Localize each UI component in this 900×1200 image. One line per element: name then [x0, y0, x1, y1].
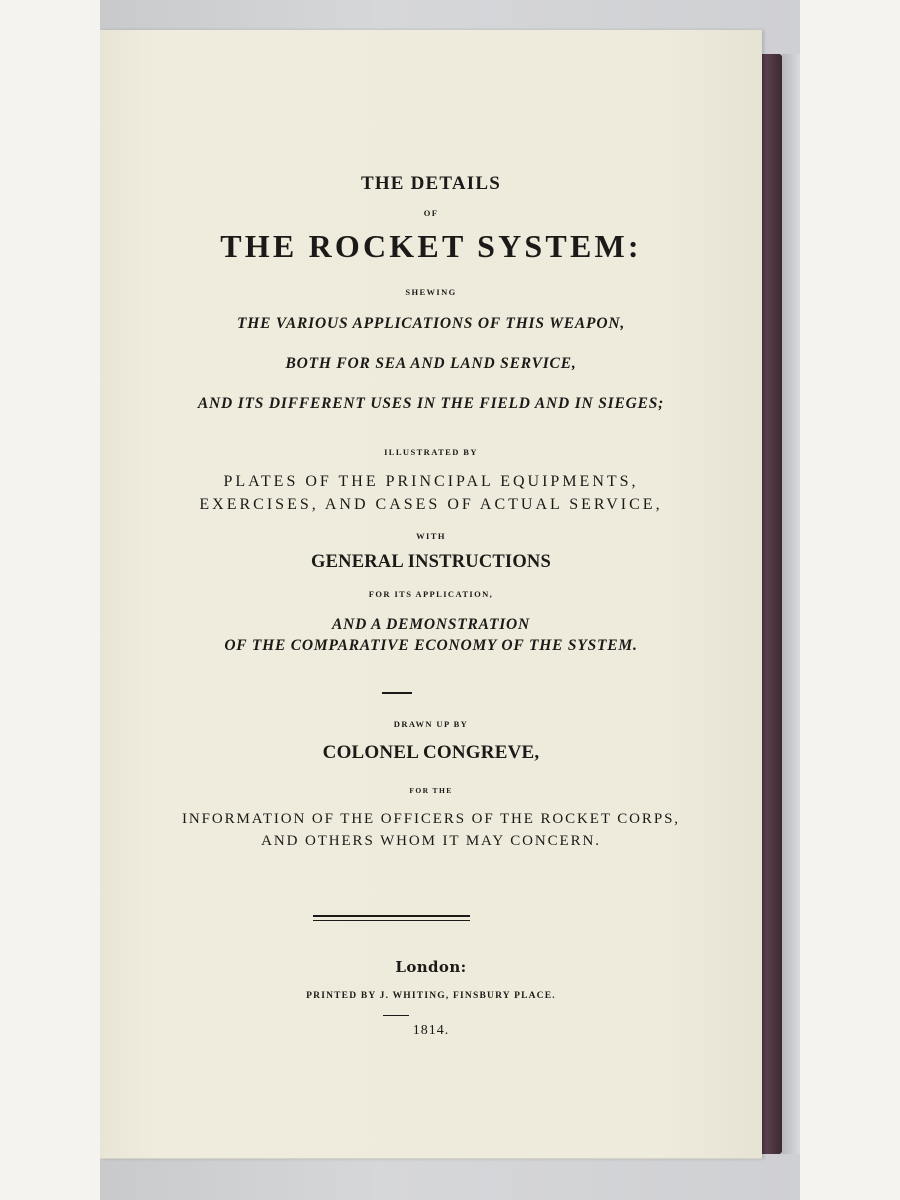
drawn-up-by-label: DRAWN UP BY	[393, 719, 469, 729]
demonstration-line-1: AND A DEMONSTRATION	[331, 616, 531, 633]
general-instructions-heading: GENERAL INSTRUCTIONS	[311, 552, 551, 572]
description-line-3: AND ITS DIFFERENT USES IN THE FIELD AND IN SIEGES;	[197, 395, 665, 412]
title-line-1: THE DETAILS	[360, 173, 502, 194]
book-cover-sheen	[782, 54, 800, 1154]
imprint-city: London:	[395, 958, 467, 976]
double-rule	[313, 915, 470, 921]
title-page	[100, 30, 762, 1159]
author-name: COLONEL CONGREVE,	[322, 742, 540, 763]
for-its-application-label: FOR ITS APPLICATION,	[368, 589, 494, 599]
information-line-1: INFORMATION OF THE OFFICERS OF THE ROCKET CORPS,	[182, 811, 680, 827]
plates-line-1: PLATES OF THE PRINCIPAL EQUIPMENTS,	[223, 473, 639, 490]
illustrated-by-label: ILLUSTRATED BY	[384, 447, 478, 457]
description-line-2: BOTH FOR SEA AND LAND SERVICE,	[285, 355, 577, 372]
plates-line-2: EXERCISES, AND CASES OF ACTUAL SERVICE,	[199, 496, 663, 513]
demonstration-line-2: OF THE COMPARATIVE ECONOMY OF THE SYSTEM.	[224, 637, 638, 654]
imprint-rule	[383, 1015, 409, 1016]
imprint-printer: PRINTED BY J. WHITING, FINSBURY PLACE.	[306, 991, 556, 1001]
main-title: THE ROCKET SYSTEM:	[220, 228, 642, 264]
with-label: WITH	[416, 531, 446, 541]
section-rule	[382, 692, 412, 694]
for-the-label: FOR THE	[409, 786, 453, 795]
description-line-1: THE VARIOUS APPLICATIONS OF THIS WEAPON,	[236, 315, 625, 332]
title-of: OF	[423, 208, 439, 218]
imprint-year: 1814.	[412, 1023, 450, 1038]
information-line-2: AND OTHERS WHOM IT MAY CONCERN.	[261, 833, 601, 849]
shewing-label: SHEWING	[405, 287, 457, 297]
